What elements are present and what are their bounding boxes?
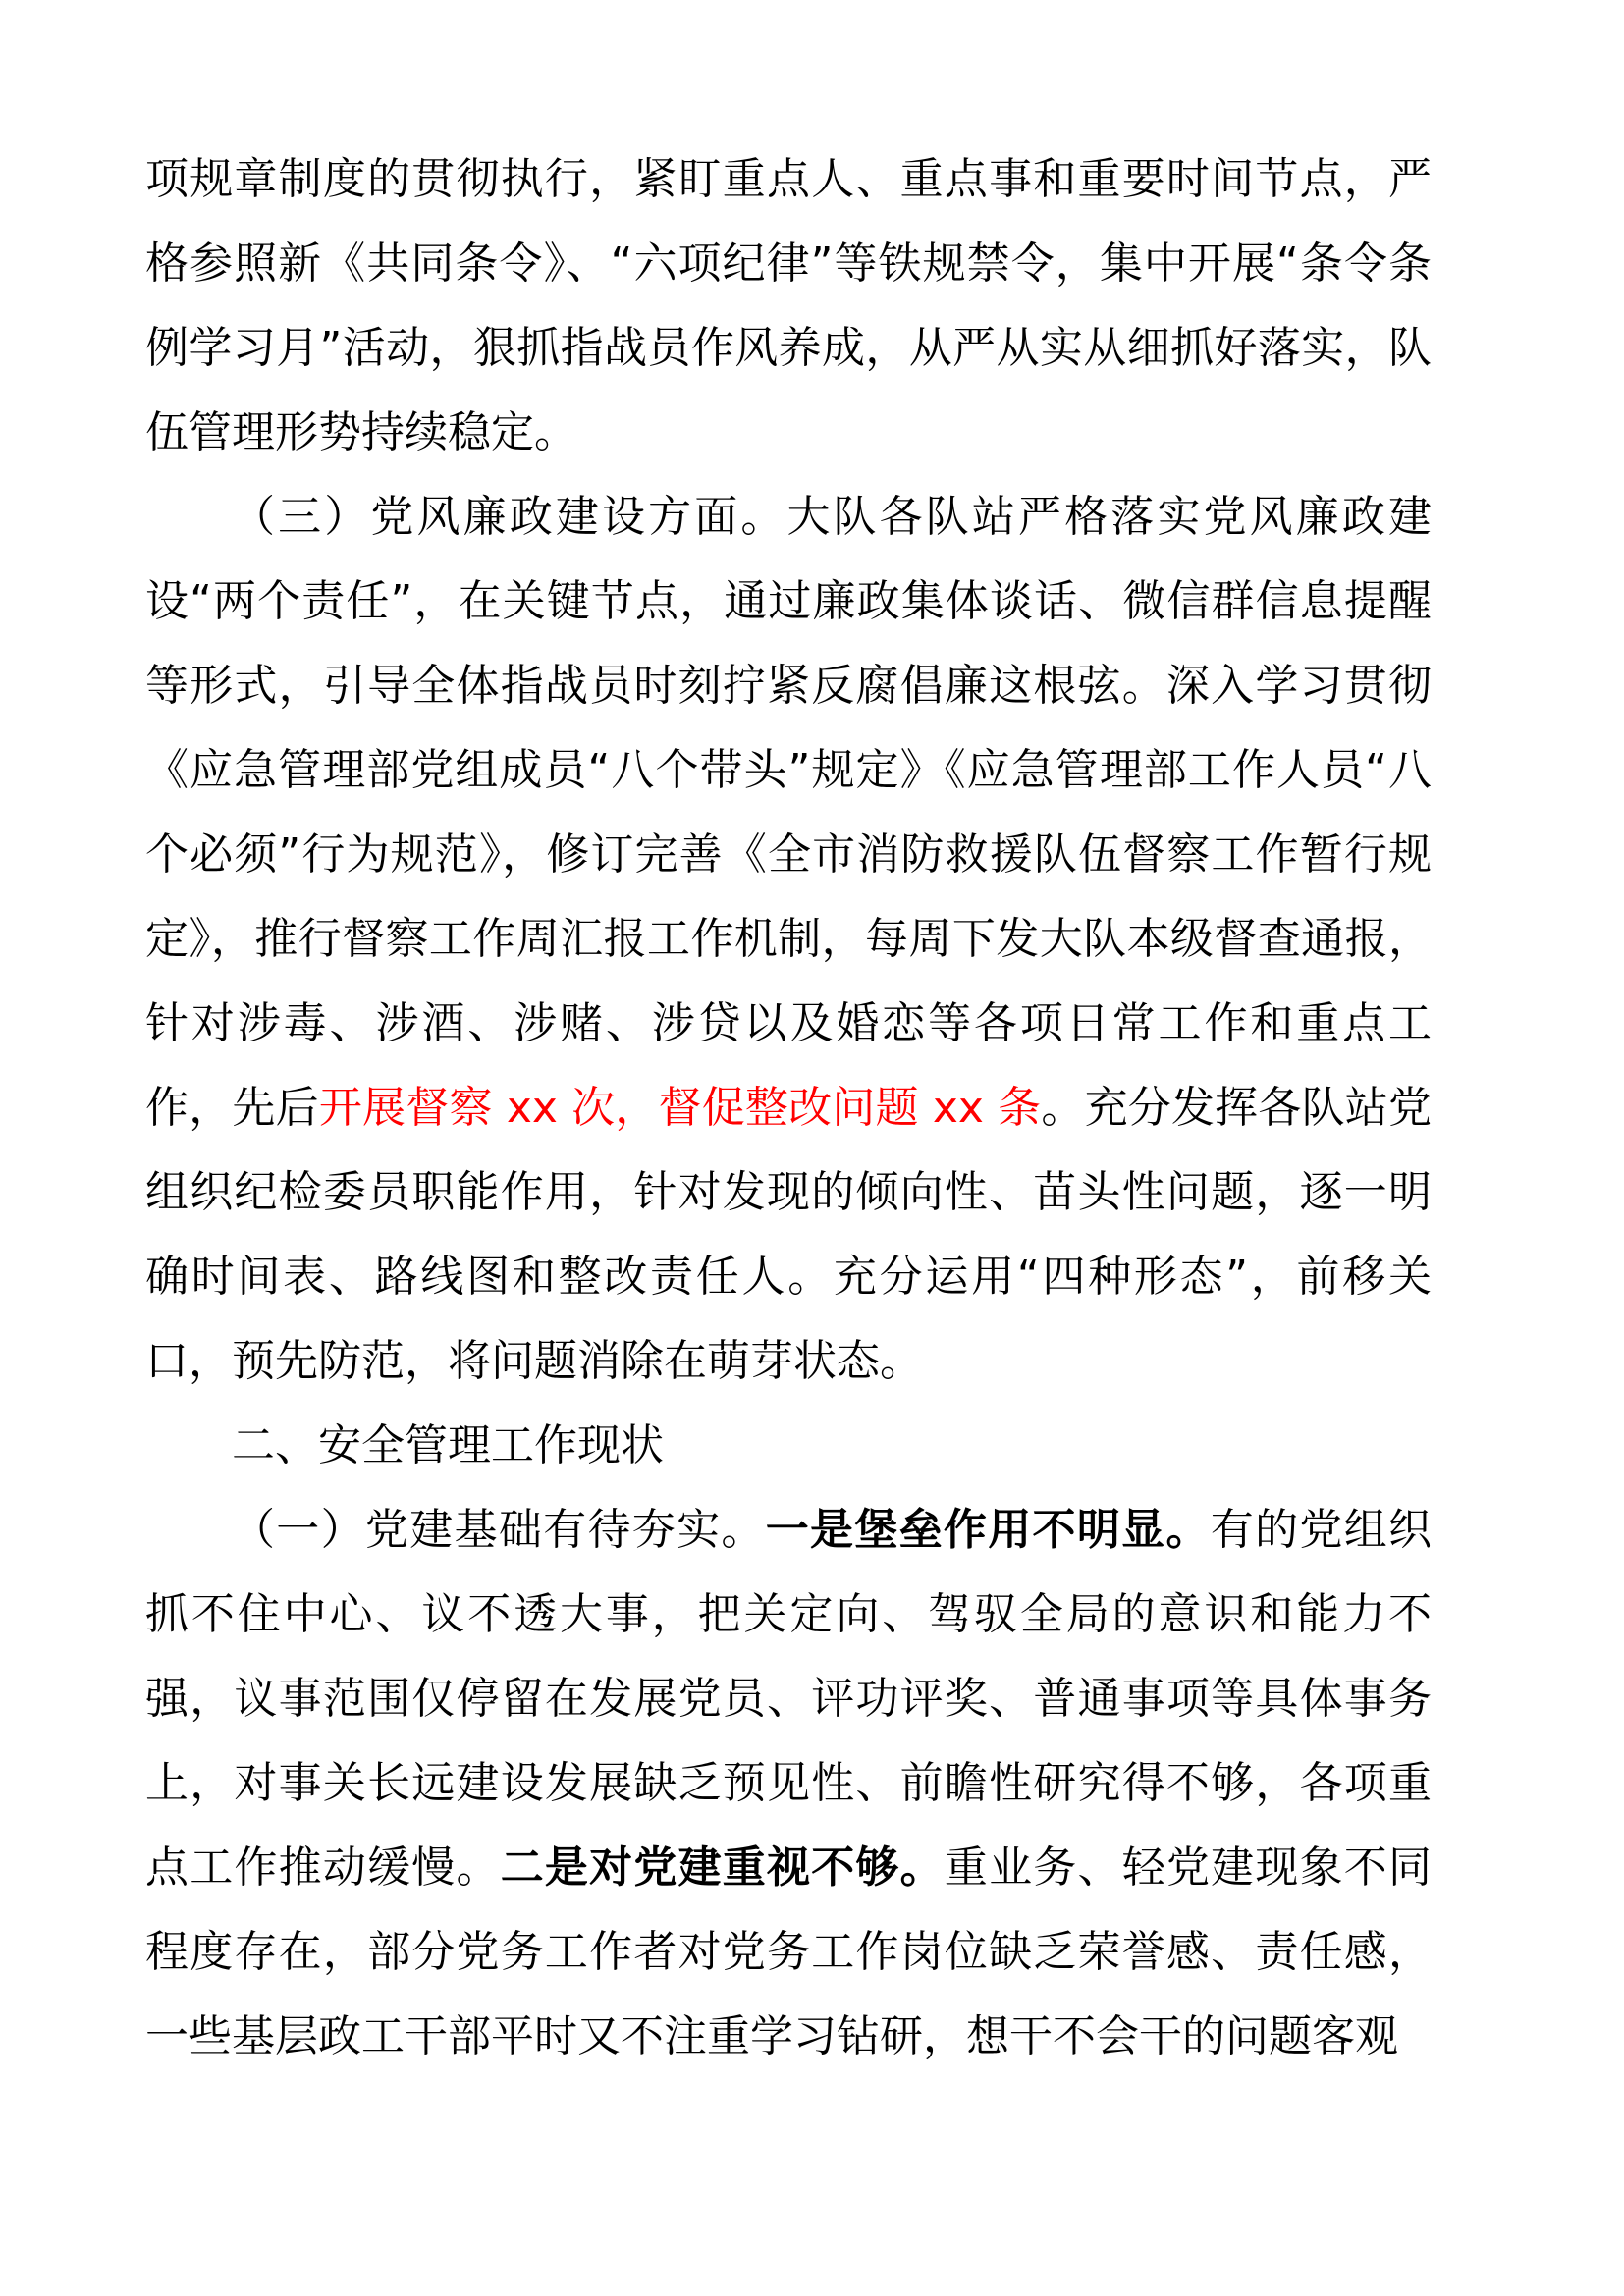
paragraph-discipline-continuation — [145, 137, 1432, 475]
section-heading-safety-management — [145, 1404, 1432, 1488]
highlighted-placeholder-text: 开展督察 xx 次，督促整改问题 xx 条 — [318, 1083, 1042, 1133]
paragraph-party-building — [145, 1488, 1432, 2079]
paragraph-text: 项规章制度的贯彻执行，紧盯重点人、重点事和重要时间节点，严格参照新《共同条令》、“六项纪律”等铁规禁令，集中开展“条令条例学习月”活动，狠抓指战员作风养成，从严从实从细抓好落实，队伍管理形势持续稳定。 — [145, 154, 1432, 457]
paragraph-lead: （一）党建基础有待夯实。 — [232, 1505, 766, 1555]
paragraph-text: （三）党风廉政建设方面。大队各队站严格落实党风廉政建设“两个责任”，在关键节点，通过廉政集体谈话、微信群信息提醒等形式，引导全体指战员时刻拧紧反腐倡廉这根弦。深入学习贯彻《应急管理部党组成员“八个带头”规定》《应急管理部工作人员“八个必须”行为规范》，修订完善《全市消防救援队伍督察工作暂行规定》，推行督察工作周汇报工作机制，每周下发大队本级督查通报，针对涉毒、涉酒、涉赌、涉贷以及婚恋等各项日常工作和重点工作，先后 — [145, 492, 1432, 1133]
paragraph-clean-governance — [145, 475, 1432, 1404]
bold-point-one: 一是堡垒作用不明显。 — [765, 1505, 1211, 1555]
section-heading-text: 二、安全管理工作现状 — [232, 1420, 664, 1470]
bold-point-two: 二是对党建重视不够。 — [500, 1842, 945, 1893]
document-body — [145, 137, 1432, 2079]
paragraph-text: 重业务、轻党建现象不同程度存在，部分党务工作者对党务工作岗位缺乏荣誉感、责任感，一些基层政工干部平时又不注重学习钻研，想干不会干的问题客观 — [145, 1842, 1433, 2061]
paragraph-text: 。充分发挥各队站党组织纪检委员职能作用，针对发现的倾向性、苗头性问题，逐一明确时间表、路线图和整改责任人。充分运用“四种形态”，前移关口，预先防范，将问题消除在萌芽状态。 — [145, 1083, 1432, 1386]
paragraph-text: 有的党组织抓不住中心、议不透大事，把关定向、驾驭全局的意识和能力不强，议事范围仅停留在发展党员、评功评奖、普通事项等具体事务上，对事关长远建设发展缺乏预见性、前瞻性研究得不够，各项重点工作推动缓慢。 — [145, 1505, 1433, 1893]
